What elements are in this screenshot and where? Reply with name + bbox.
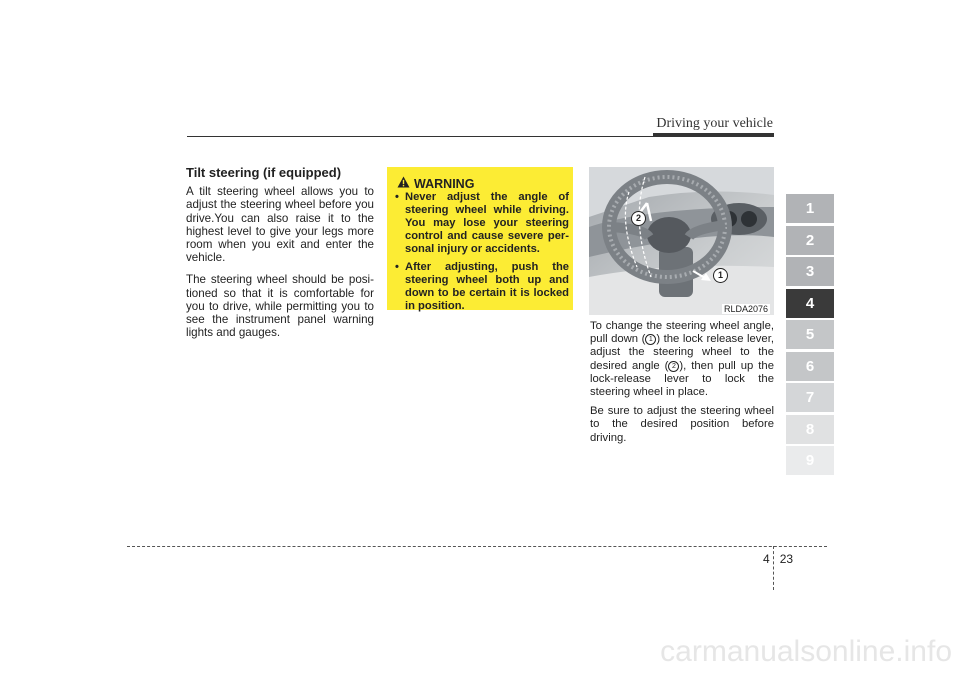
tab-label: 1: [805, 200, 815, 217]
text-run: ) the lock release lever, adjust the steering wheel to the desired angle (: [590, 333, 774, 372]
body-paragraph: [590, 320, 774, 399]
chapter-tab-7[interactable]: [786, 383, 834, 412]
warning-list: [391, 191, 569, 318]
tab-label: 8: [805, 420, 815, 438]
tab-label: 7: [805, 389, 815, 406]
warning-title: WARNING: [414, 176, 475, 191]
callout-2: 2: [631, 211, 646, 226]
section-heading: Tilt steering (if equipped): [186, 165, 342, 180]
chapter-tab-9[interactable]: [786, 446, 834, 475]
chapter-tab-1[interactable]: [786, 194, 834, 223]
chapter-tab-4[interactable]: [786, 289, 834, 318]
warning-item: • After adjusting, push the steering wheel both up and down to be certain it is locked in position.: [391, 261, 569, 313]
callout-ref-2: 2: [668, 361, 679, 372]
chapter-number: 4: [763, 552, 770, 566]
body-paragraph: Be sure to adjust the steering wheel to the desired position before driving.: [590, 405, 774, 444]
chapter-tab-5[interactable]: [786, 320, 834, 349]
steering-wheel-illustration: [589, 167, 774, 315]
body-paragraph: The steering wheel should be posi-tioned so that it is comfortable for you to drive, while permitting you to see the instrument panel warning lights and gauges.: [186, 273, 374, 340]
footer-rule: [127, 546, 827, 547]
text-run: ), then pull up the lock-release lever to lock the steering wheel in place.: [590, 359, 774, 399]
warning-header: [397, 176, 474, 191]
warning-triangle-icon: [397, 176, 410, 191]
tab-label: 2: [805, 231, 815, 249]
text-run: To change the steering wheel angle, pull down (: [590, 320, 774, 346]
tab-label: 3: [805, 263, 815, 280]
header-rule-accent: [653, 133, 774, 137]
watermark: carmanualsonline.info: [660, 635, 952, 668]
figure-code: RLDA2076: [723, 304, 768, 314]
tab-label: 4: [805, 294, 815, 312]
body-paragraph: A tilt steering wheel allows you to adjust the steering wheel before you drive.You can also raise it to the highest level to give your legs more room when you exit and enter the vehicle.: [186, 185, 374, 265]
warning-item: • Never adjust the angle of steering wheel while driving. You may lose your steering control and cause severe per-sonal injury or accidents.: [391, 191, 569, 256]
left-column: [186, 166, 374, 348]
page-number: [763, 552, 793, 566]
tab-label: 9: [805, 452, 815, 469]
right-column: [590, 320, 774, 451]
steering-wheel-drawing: [589, 167, 774, 315]
page-number-value: 23: [779, 552, 794, 566]
warning-box: [387, 167, 573, 310]
tab-label: 5: [805, 326, 815, 343]
running-header: Driving your vehicle: [656, 116, 773, 131]
chapter-tab-6[interactable]: [786, 352, 834, 381]
callout-1: 1: [713, 268, 728, 283]
callout-ref-1: 1: [645, 334, 656, 345]
chapter-tabs: [786, 194, 834, 478]
chapter-tab-8[interactable]: [786, 415, 834, 444]
tab-label: 6: [805, 357, 815, 375]
chapter-tab-3[interactable]: [786, 257, 834, 286]
chapter-tab-2[interactable]: [786, 226, 834, 255]
